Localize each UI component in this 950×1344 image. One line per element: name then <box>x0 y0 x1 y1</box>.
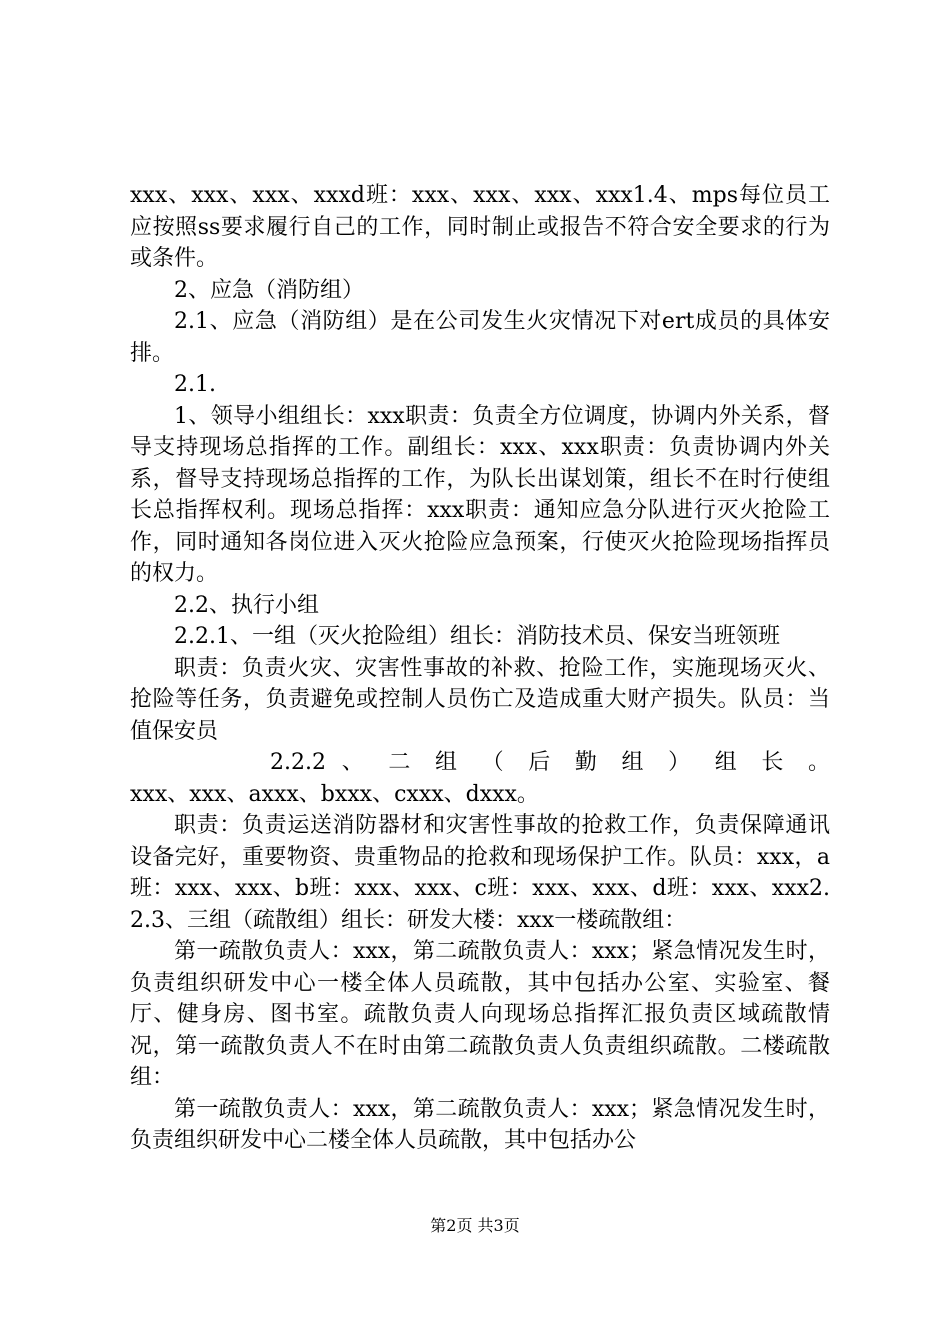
paragraph-group-two-members: xxx、xxx、axxx、bxxx、cxxx、dxxx。 <box>130 781 539 807</box>
paragraph-group-two-duties: 职责：负责运送消防器材和灾害性事故的抢救工作，负责保障通讯设备完好，重要物资、贵重物品的抢救和现场保护工作。队员：xxx，a班：xxx、xxx、b班：xxx、xxx、c班：xxx、xxx、d班：xxx、xxx2.2.3、三组（疏散组）组长：研发大楼：xxx一楼疏散组： <box>130 813 830 933</box>
paragraph-2-1: 2.1、应急（消防组）是在公司发生火灾情况下对ert成员的具体安排。 <box>130 309 830 366</box>
paragraph-leadership-group: 1、领导小组组长：xxx职责：负责全方位调度，协调内外关系，督导支持现场总指挥的工作。副组长：xxx、xxx职责：负责协调内外关系，督导支持现场总指挥的工作，为队长出谋划策，组长不在时行使组长总指挥权利。现场总指挥：xxx职责：通知应急分队进行灭火抢险工作，同时通知各岗位进入灭火抢险应急预案，行使灭火抢险现场指挥员的权力。 <box>130 403 830 586</box>
section-heading-execution-group: 2.2、执行小组 <box>174 592 319 618</box>
page-number-footer: 第2页 共3页 <box>430 1216 520 1235</box>
paragraph-group-one: 2.2.1、一组（灭火抢险组）组长：消防技术员、保安当班领班 <box>174 624 780 649</box>
paragraph-second-floor-evacuation: 第一疏散负责人：xxx，第二疏散负责人：xxx；紧急情况发生时，负责组织研发中心二楼全体人员疏散，其中包括办公 <box>130 1096 830 1153</box>
paragraph-group-one-duties: 职责：负责火灾、灾害性事故的补救、抢险工作，实施现场灭火、抢险等任务，负责避免或控制人员伤亡及造成重大财产损失。队员：当值保安员 <box>130 655 830 744</box>
paragraph-group-two-heading: 2.2.2 、 二 组 （ 后 勤 组 ） 组 长 。 <box>270 750 830 775</box>
paragraph-first-floor-evacuation: 第一疏散负责人：xxx，第二疏散负责人：xxx；紧急情况发生时，负责组织研发中心一楼全体人员疏散，其中包括办公室、实验室、餐厅、健身房、图书室。疏散负责人向现场总指挥汇报负责区域疏散情况，第一疏散负责人不在时由第二疏散负责人负责组织疏散。二楼疏散组： <box>130 939 830 1090</box>
document-body <box>130 180 830 1157</box>
paragraph-1: xxx、xxx、xxx、xxxd班：xxx、xxx、xxx、xxx1.4、mps每位员工应按照ss要求履行自己的工作，同时制止或报告不符合安全要求的行为或条件。 <box>130 183 830 271</box>
section-number-2-1: 2.1. <box>174 372 216 397</box>
section-heading-emergency: 2、应急（消防组） <box>174 277 364 303</box>
